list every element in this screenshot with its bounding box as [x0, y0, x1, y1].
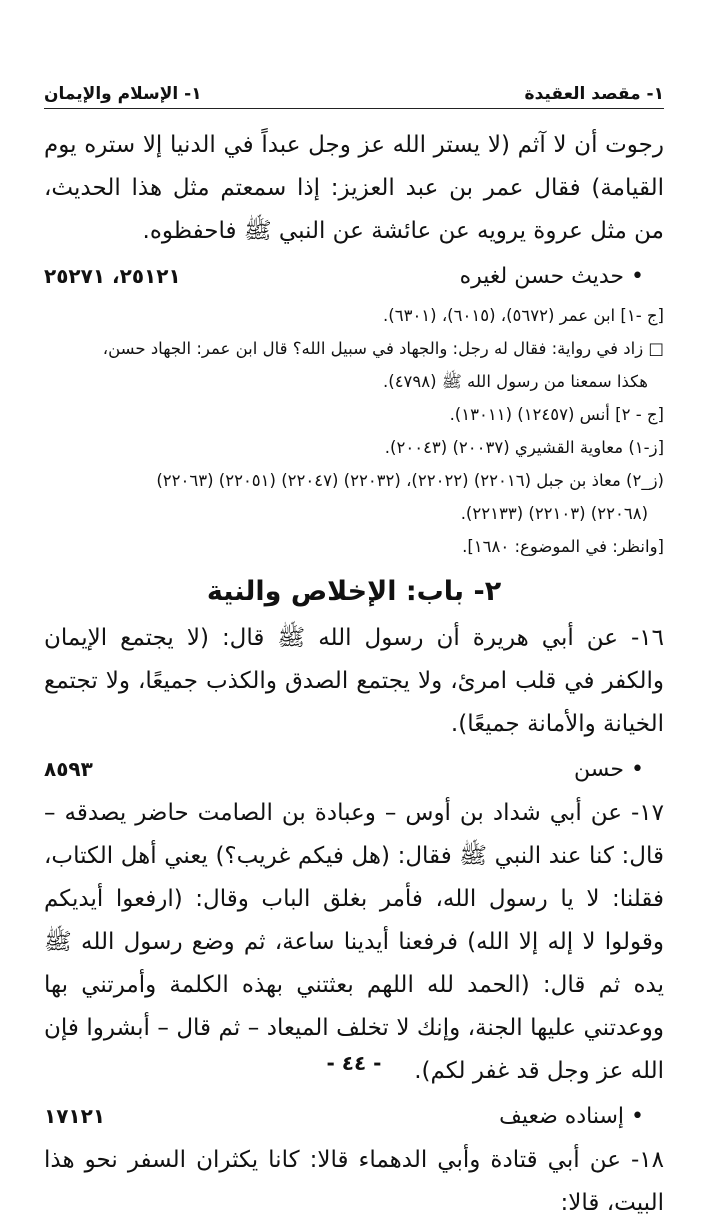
header-section-title: ١- الإسلام والإيمان [44, 84, 202, 104]
chapter-heading: ٢- باب: الإخلاص والنية [206, 576, 502, 607]
hadith-18: ١٨- عن أبي قتادة وأبي الدهماء قالا: كانا يكثران السفر نحو هذا البيت، قالا: [44, 1147, 664, 1216]
hadith-numbers: ٨٥٩٣ [44, 757, 93, 781]
reference-line: [وانظر: في الموضوع: ١٦٨٠]. [462, 537, 664, 556]
hadith-numbers: ١٧١٢١ [44, 1104, 106, 1128]
hadith-grade-line [44, 1093, 664, 1139]
reference-line: [ج - ٢] أنس (١٢٤٥٧) (١٣٠١١). [449, 405, 664, 424]
reference-line: (٢٢٠٦٨) (٢٢١٠٣) (٢٢١٣٣). [460, 504, 648, 523]
page-number: - ٤٤ - [326, 1051, 382, 1075]
hadith-17: ١٧- عن أبي شداد بن أوس – وعبادة بن الصامت حاضر يصدقه – قال: كنا عند النبي ﷺ فقال: (هل فيكم غريب؟) يعني أهل الكتاب، فقلنا: لا يا رسول الله، فأمر بغلق الباب وقال: (ارفعوا أيديكم وقولوا لا إله إلا الله) فرفعنا أيدينا ساعة، ثم وضع رسول الله ﷺ يده ثم قال: (الحمد لله اللهم بعثتني بهذه الكلمة وأمرتني بها ووعدتني عليها الجنة، وإنك لا تخلف الميعاد – ثم قال – أبشروا فإن الله عز وجل قد غفر لكم). [44, 800, 664, 1084]
reference-line: (ز_٢) معاذ بن جبل (٢٢٠١٦) (٢٢٠٢٢)، (٢٢٠٣٢) (٢٢٠٤٧) (٢٢٠٥١) (٢٢٠٦٣) [156, 471, 664, 490]
reference-line: [ز-١) معاوية القشيري (٢٠٠٣٧) (٢٠٠٤٣). [384, 438, 664, 457]
running-header [44, 74, 664, 109]
header-chapter-title: ١- مقصد العقيدة [524, 84, 664, 104]
reference-line: □ زاد في رواية: فقال له رجل: والجهاد في سبيل الله؟ قال ابن عمر: الجهاد حسن، [102, 339, 664, 358]
hadith-grade: • إسناده ضعيف [499, 1103, 644, 1129]
hadith-grade: • حسن [574, 756, 644, 782]
hadith-grade: • حديث حسن لغيره [459, 263, 644, 289]
reference-line: هكذا سمعنا من رسول الله ﷺ (٤٧٩٨). [383, 372, 648, 391]
hadith-grade-line [44, 746, 664, 792]
hadith-16: ١٦- عن أبي هريرة أن رسول الله ﷺ قال: (لا يجتمع الإيمان والكفر في قلب امرئ، ولا يجتمع الصدق والكذب جميعًا، ولا تجتمع الخيانة والأمانة جميعًا). [44, 625, 664, 737]
continued-paragraph: رجوت أن لا آثم (لا يستر الله عز وجل عبداً في الدنيا إلا ستره يوم القيامة) فقال عمر بن عبد العزيز: إذا سمعتم مثل هذا الحديث، من مثل عروة يرويه عن عائشة عن النبي ﷺ فاحفظوه. [44, 132, 664, 244]
references-block [44, 299, 664, 563]
hadith-numbers: ٢٥١٢١، ٢٥٢٧١ [44, 264, 181, 288]
reference-line: [ج -١] ابن عمر (٥٦٧٢)، (٦٠١٥)، (٦٣٠١). [383, 306, 664, 325]
hadith-grade-line [44, 253, 664, 299]
